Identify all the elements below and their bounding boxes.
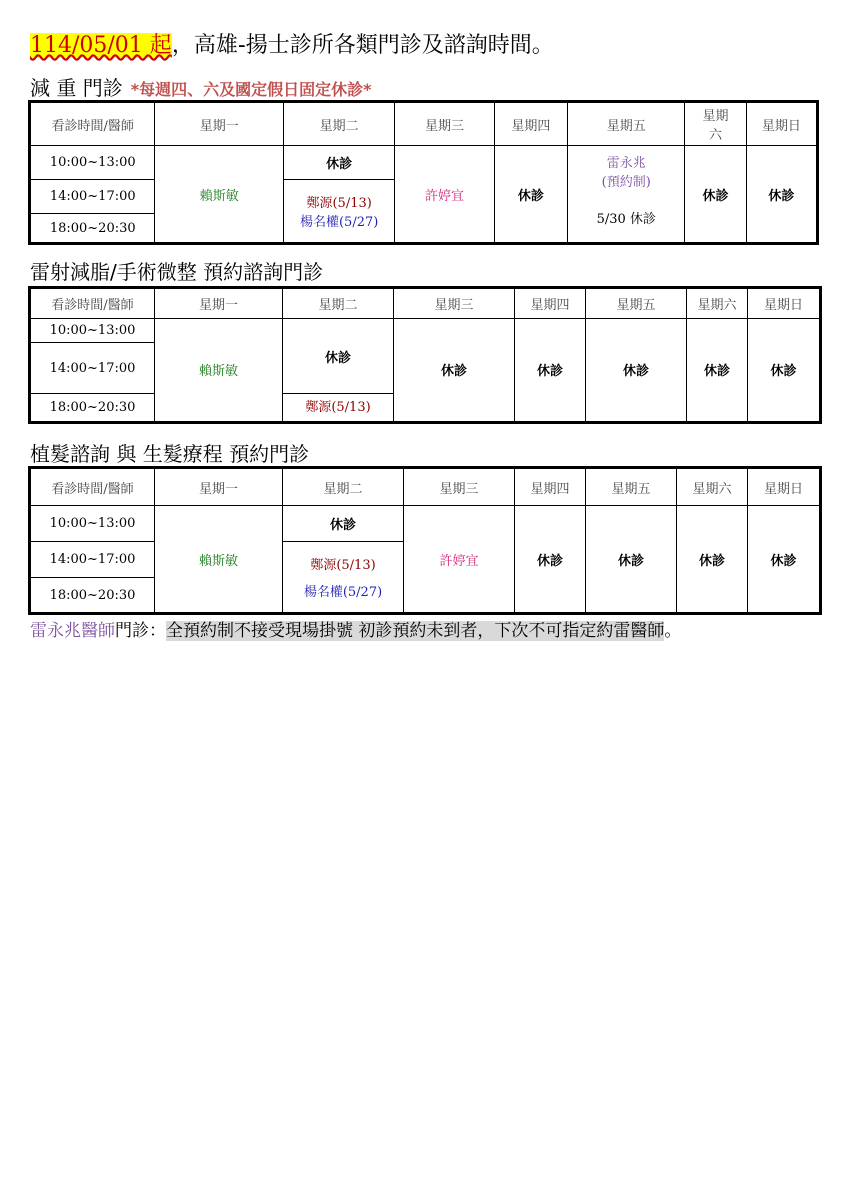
table-header-row <box>30 288 821 319</box>
thu-closed: 休診 <box>494 146 567 244</box>
fri-doctor <box>568 146 685 244</box>
mon-doctor: 賴斯敏 <box>155 506 283 614</box>
thu-closed: 休診 <box>515 318 586 422</box>
fri-doctor-name: 雷永兆 <box>606 156 646 171</box>
page-title <box>30 28 554 59</box>
tue-morning-closed: 休診 <box>283 146 394 180</box>
header-time-doctor: 看診時間/醫師 <box>30 468 155 506</box>
time-slot-evening: 18:00~20:30 <box>30 394 155 423</box>
time-slot-morning: 10:00~13:00 <box>30 146 155 180</box>
sun-closed: 休診 <box>748 506 821 614</box>
header-mon: 星期一 <box>155 102 283 146</box>
header-time-doctor: 看診時間/醫師 <box>30 102 155 146</box>
footer-text: 全預約制不接受現場掛號 初診預約未到者，下次不可指定約雷醫師 <box>166 621 665 641</box>
header-thu: 星期四 <box>515 468 586 506</box>
weight-section-title: 減 重 門診 <box>30 76 123 100</box>
laser-section-title: 雷射減脂/手術微整 預約諮詢門診 <box>30 260 324 284</box>
hair-schedule-table <box>28 466 822 615</box>
weight-section-heading <box>30 72 371 101</box>
start-date: 114/05/01 起 <box>30 33 172 58</box>
footer-doctor: 雷永兆醫師 <box>30 621 115 641</box>
tue-doctor: 鄭源(5/13) <box>283 394 394 423</box>
header-tue: 星期二 <box>283 102 394 146</box>
tue-morning-closed: 休診 <box>283 318 394 394</box>
header-fri: 星期五 <box>586 468 677 506</box>
wed-closed: 休診 <box>394 318 515 422</box>
header-sat: 星期六 <box>677 468 748 506</box>
weight-schedule-table <box>28 100 819 245</box>
table-row <box>30 146 818 180</box>
header-mon: 星期一 <box>155 468 283 506</box>
fri-closed: 休診 <box>586 318 687 422</box>
tue-doctors <box>283 180 394 244</box>
time-slot-afternoon: 14:00~17:00 <box>30 180 155 214</box>
tue-morning-closed: 休診 <box>283 506 404 542</box>
tue-doctor-1: 鄭源(5/13) <box>306 196 372 211</box>
footer-note <box>30 616 681 641</box>
header-sun: 星期日 <box>748 468 821 506</box>
laser-section-heading <box>30 256 323 285</box>
header-sun: 星期日 <box>746 102 817 146</box>
time-slot-evening: 18:00~20:30 <box>30 214 155 244</box>
header-wed: 星期三 <box>404 468 515 506</box>
footer-label: 門診： <box>115 621 166 641</box>
header-tue: 星期二 <box>283 288 394 319</box>
tue-doctor-1: 鄭源(5/13) <box>310 558 376 573</box>
header-fri: 星期五 <box>586 288 687 319</box>
time-slot-morning: 10:00~13:00 <box>30 506 155 542</box>
header-sat-line1: 星期 <box>702 109 729 124</box>
header-time-doctor: 看診時間/醫師 <box>30 288 155 319</box>
footer-end: 。 <box>664 621 682 641</box>
header-fri: 星期五 <box>568 102 685 146</box>
header-tue: 星期二 <box>283 468 404 506</box>
header-mon: 星期一 <box>155 288 283 319</box>
wed-doctor: 許婷宜 <box>404 506 515 614</box>
sat-closed: 休診 <box>677 506 748 614</box>
sat-closed: 休診 <box>685 146 746 244</box>
table-header-row <box>30 468 821 506</box>
header-wed: 星期三 <box>394 288 515 319</box>
laser-schedule-table <box>28 286 822 424</box>
header-sat <box>685 102 746 146</box>
time-slot-afternoon: 14:00~17:00 <box>30 343 155 394</box>
tue-doctor-2: 楊名權(5/27) <box>299 215 379 230</box>
table-row <box>30 318 821 343</box>
header-wed: 星期三 <box>395 102 494 146</box>
header-thu: 星期四 <box>494 102 567 146</box>
fri-closed-note: 5/30 休診 <box>596 212 656 227</box>
sun-closed: 休診 <box>746 146 817 244</box>
mon-doctor: 賴斯敏 <box>155 146 283 244</box>
sat-closed: 休診 <box>687 318 748 422</box>
tue-doctor-2: 楊名權(5/27) <box>303 585 383 600</box>
fri-appointment-note: (預約制) <box>601 175 651 190</box>
title-text: ，高雄-揚士診所各類門診及諮詢時間。 <box>171 33 554 58</box>
thu-closed: 休診 <box>515 506 586 614</box>
header-thu: 星期四 <box>515 288 586 319</box>
fri-closed: 休診 <box>586 506 677 614</box>
header-sun: 星期日 <box>748 288 821 319</box>
sun-closed: 休診 <box>748 318 821 422</box>
table-header-row <box>30 102 818 146</box>
tue-doctors <box>283 542 404 614</box>
time-slot-afternoon: 14:00~17:00 <box>30 542 155 578</box>
mon-doctor: 賴斯敏 <box>155 318 283 422</box>
wed-doctor: 許婷宜 <box>395 146 494 244</box>
time-slot-morning: 10:00~13:00 <box>30 318 155 343</box>
time-slot-evening: 18:00~20:30 <box>30 578 155 614</box>
hair-section-heading <box>30 438 309 467</box>
header-sat-line2: 六 <box>709 128 723 143</box>
table-row <box>30 506 821 542</box>
hair-section-title: 植髮諮詢 與 生髮療程 預約門診 <box>30 442 310 466</box>
header-sat: 星期六 <box>687 288 748 319</box>
weight-section-note: *每週四、六及國定假日固定休診* <box>130 80 372 99</box>
